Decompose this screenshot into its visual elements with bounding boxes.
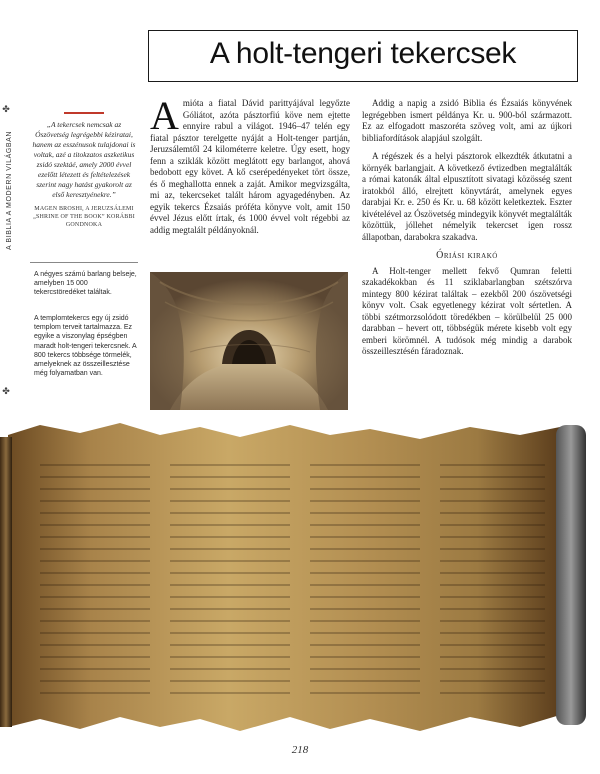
caption-scroll: A templomtekercs egy új zsidó templom terveit tartalmazza. Ez egyike a viszonylag épségben maradt holt-tengeri tekercsnek. A 800 tekercs többsége törmelék, amelyeknek az összeillesztése még folyamatban van.	[34, 315, 137, 378]
quote-author: MAGEN BROSHI, A JERUZSÁLEMI „SHRINE OF THE BOOK” KORÁBBI GONDNOKA	[33, 206, 135, 228]
title-box	[148, 30, 578, 82]
scroll-illustration	[0, 405, 600, 745]
paragraph	[150, 93, 350, 236]
quote-divider	[64, 112, 104, 114]
paragraph: A Holt-tenger mellett fekvő Qumran feletti szakadékokban és 11 sziklabarlangban szétszórva mintegy 800 kézirat találtak – ezekből 200 ószövetségi könyv volt. Csak egyetlenegy kézirat volt sértetlen. A többi szétmorzsolódott töredékben – körülbelül 25 000 darabban – hevert ott, többségük mérete kisebb volt egy emberi körömnél. A tudósok még mindig a darabok összeillesztésén fáradoznak.	[362, 265, 572, 356]
section-label: A BIBLIA A MODERN VILÁGBAN	[6, 130, 13, 250]
sidebar-divider	[30, 262, 138, 263]
paragraph: A régészek és a helyi pásztorok elkezdték átkutatni a környék barlangjait. A következő évtizedben megtalálták a római katonák által elpusztított sivatagi közösség szent iratokból álló, elrejtett könyvtárát, amelynek egyes darabjai Kr. e. 250 és Kr. u. 68 között keletkeztek. Eszter kivételével az Ószövetség mindegyik könyvét megtalálták közöttük, jóllehet némelyik tekercset igen rossz állapotban, darabokra szakadva.	[362, 151, 572, 242]
quote-block	[30, 112, 138, 229]
diamond-icon: ✤	[2, 386, 10, 396]
article-column-2	[362, 98, 572, 365]
article-column-1	[150, 93, 350, 243]
page-number: 218	[291, 744, 309, 756]
paragraph-text: mióta a fiatal Dávid parittyájával legyőzte Góliátot, azóta pásztorfiú köve nem ejtette ennyire rabul a világot. 1946–47 telén egy fiatal pásztor terelgette nyáját a Holt-tenger partján, Jeruzsálemtől 24 kilométerre keletre. Úgy esett, hogy fenn a sziklák között meglátott egy barlangot, ahová bedobott egy követ. A kő cserépedényeket tört össze, és ő meghallotta ennek a zaját. Amikor megvizsgálta, mi az, tekercseket talált három agyagedényben. Az egyik tekercs Ézsaiás próféta könyve volt, amit 150 évvel Jézus előtt írtak, és 1000 évvel volt régebbi az addig megtalált példányoknál.	[150, 98, 350, 235]
cave-illustration	[150, 272, 348, 410]
subheading: Óriási kirakó	[436, 250, 498, 261]
quote-text: „A tekercsek nemcsak az Ószövetség legrégebbi kéziratai, hanem az esszénusok tulajdonai is voltak, azé a titokzatos aszketikus zsidó szektáé, amely 2000 évvel ezelőtt létezett és feltételezések szerint nagy hatást gyakorolt az első keresztyénekre.”	[32, 120, 136, 199]
paragraph: Addig a napig a zsidó Biblia és Ézsaiás könyvének legrégebben ismert példánya Kr. u. 900-ból származott. Ez az elfogadott maszoréta szöveg volt, ami az újkori bibliafordítások alapjául szolgált.	[362, 98, 572, 143]
drop-cap: A	[150, 93, 179, 138]
page-title: A holt-tengeri tekercsek	[209, 37, 517, 70]
temple-scroll-photo	[0, 405, 600, 745]
caption-cave: A négyes számú barlang belseje, amelyben 15 000 tekercstöredéket találtak.	[34, 271, 137, 297]
cave-photo	[150, 272, 348, 410]
diamond-icon: ✤	[2, 104, 10, 114]
